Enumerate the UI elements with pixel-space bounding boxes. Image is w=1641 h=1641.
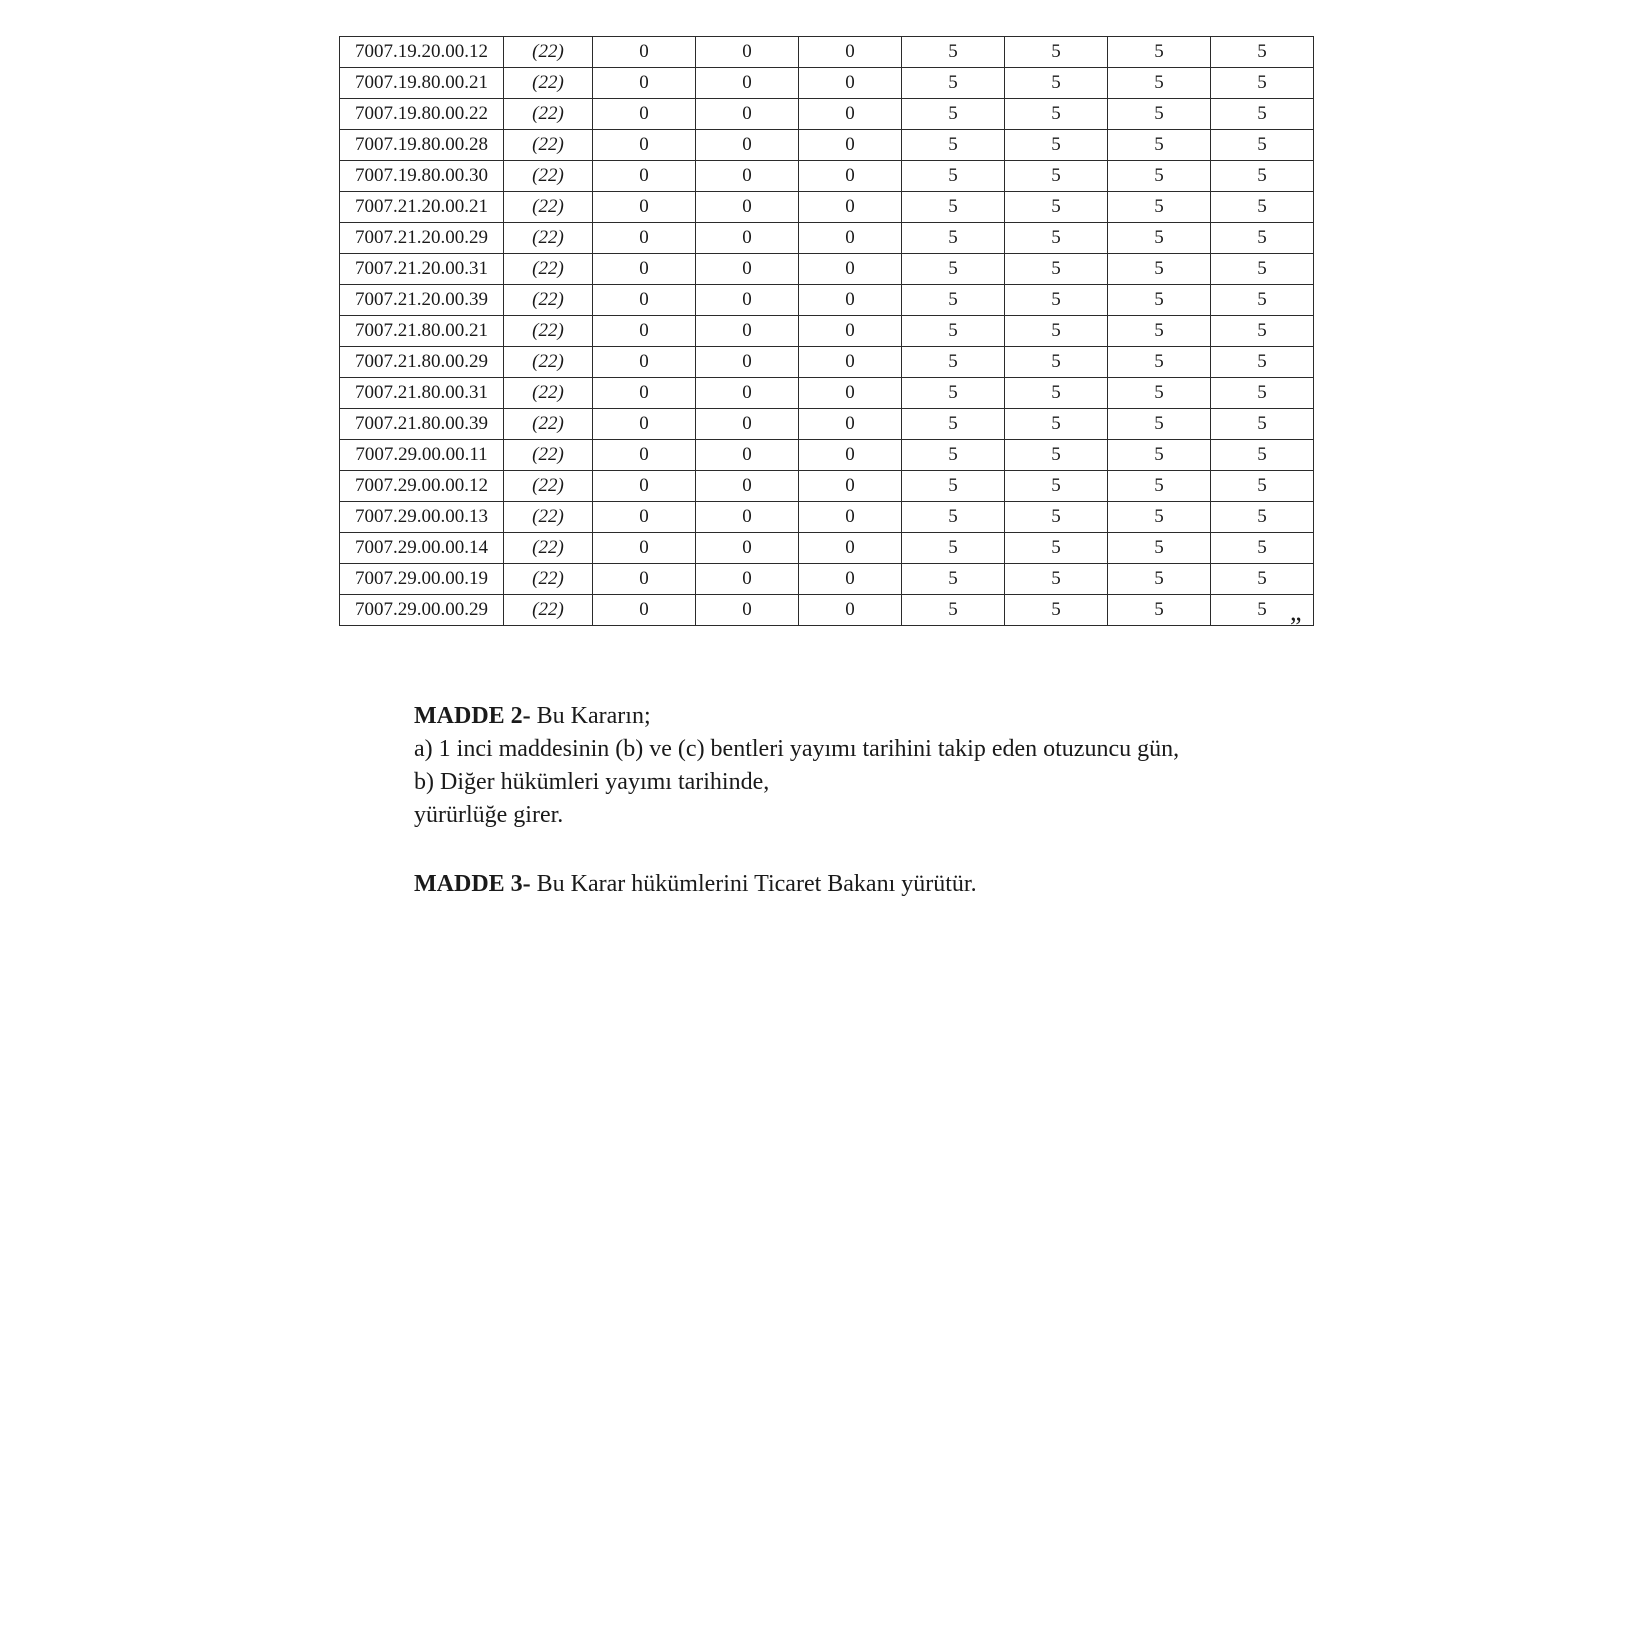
cell-note: (22) (504, 347, 593, 378)
cell-tariff-code: 7007.29.00.00.13 (340, 502, 504, 533)
cell-rate-6: 5 (1108, 471, 1211, 502)
closing-quote-mark: ” (1290, 612, 1303, 641)
cell-rate-1: 0 (593, 130, 696, 161)
cell-note: (22) (504, 192, 593, 223)
cell-rate-7: 5 (1211, 316, 1314, 347)
cell-rate-4: 5 (902, 533, 1005, 564)
cell-rate-4: 5 (902, 378, 1005, 409)
cell-rate-3: 0 (799, 502, 902, 533)
cell-rate-2: 0 (696, 502, 799, 533)
cell-rate-1: 0 (593, 471, 696, 502)
article-2-line-b: b) Diğer hükümleri yayımı tarihinde, (414, 769, 770, 795)
cell-rate-1: 0 (593, 37, 696, 68)
cell-rate-3: 0 (799, 316, 902, 347)
cell-rate-2: 0 (696, 192, 799, 223)
cell-rate-2: 0 (696, 254, 799, 285)
cell-rate-2: 0 (696, 99, 799, 130)
cell-rate-7: 5 (1211, 285, 1314, 316)
cell-rate-3: 0 (799, 192, 902, 223)
cell-rate-3: 0 (799, 533, 902, 564)
cell-tariff-code: 7007.19.80.00.22 (340, 99, 504, 130)
cell-rate-7: 5 (1211, 161, 1314, 192)
cell-rate-1: 0 (593, 285, 696, 316)
table-row (340, 347, 1314, 378)
cell-rate-6: 5 (1108, 347, 1211, 378)
cell-note: (22) (504, 471, 593, 502)
cell-rate-3: 0 (799, 347, 902, 378)
article-3-heading-line (414, 868, 1314, 901)
table-row (340, 68, 1314, 99)
cell-rate-6: 5 (1108, 285, 1211, 316)
table-row (340, 223, 1314, 254)
cell-rate-6: 5 (1108, 223, 1211, 254)
cell-tariff-code: 7007.21.20.00.29 (340, 223, 504, 254)
cell-note: (22) (504, 440, 593, 471)
cell-rate-7: 5 (1211, 347, 1314, 378)
cell-rate-4: 5 (902, 409, 1005, 440)
cell-tariff-code: 7007.19.80.00.28 (340, 130, 504, 161)
cell-rate-1: 0 (593, 192, 696, 223)
cell-rate-5: 5 (1005, 409, 1108, 440)
cell-note: (22) (504, 564, 593, 595)
cell-tariff-code: 7007.29.00.00.12 (340, 471, 504, 502)
cell-rate-6: 5 (1108, 130, 1211, 161)
article-2-line-c: yürürlüğe girer. (414, 802, 564, 828)
cell-rate-6: 5 (1108, 254, 1211, 285)
table-row (340, 254, 1314, 285)
cell-rate-4: 5 (902, 37, 1005, 68)
cell-rate-4: 5 (902, 130, 1005, 161)
cell-rate-6: 5 (1108, 440, 1211, 471)
cell-rate-3: 0 (799, 223, 902, 254)
cell-tariff-code: 7007.21.20.00.21 (340, 192, 504, 223)
cell-rate-2: 0 (696, 409, 799, 440)
table-row (340, 37, 1314, 68)
cell-note: (22) (504, 409, 593, 440)
cell-rate-4: 5 (902, 223, 1005, 254)
cell-rate-5: 5 (1005, 130, 1108, 161)
cell-rate-4: 5 (902, 502, 1005, 533)
cell-tariff-code: 7007.29.00.00.29 (340, 595, 504, 626)
cell-rate-6: 5 (1108, 564, 1211, 595)
cell-rate-7: 5 (1211, 68, 1314, 99)
cell-rate-1: 0 (593, 316, 696, 347)
cell-rate-5: 5 (1005, 223, 1108, 254)
cell-rate-5: 5 (1005, 533, 1108, 564)
cell-rate-2: 0 (696, 130, 799, 161)
article-2-lead: MADDE 2- (414, 703, 531, 729)
cell-rate-2: 0 (696, 595, 799, 626)
cell-rate-4: 5 (902, 254, 1005, 285)
table-row (340, 409, 1314, 440)
cell-note: (22) (504, 161, 593, 192)
article-madde-3 (414, 868, 1314, 901)
cell-rate-5: 5 (1005, 378, 1108, 409)
cell-rate-5: 5 (1005, 68, 1108, 99)
cell-rate-2: 0 (696, 347, 799, 378)
cell-rate-3: 0 (799, 68, 902, 99)
cell-rate-1: 0 (593, 254, 696, 285)
cell-rate-2: 0 (696, 161, 799, 192)
cell-rate-3: 0 (799, 37, 902, 68)
cell-rate-1: 0 (593, 502, 696, 533)
tariff-table-body (340, 37, 1314, 626)
cell-rate-1: 0 (593, 68, 696, 99)
cell-rate-6: 5 (1108, 502, 1211, 533)
cell-rate-6: 5 (1108, 409, 1211, 440)
cell-rate-4: 5 (902, 161, 1005, 192)
table-row (340, 440, 1314, 471)
cell-rate-6: 5 (1108, 68, 1211, 99)
cell-rate-5: 5 (1005, 564, 1108, 595)
cell-rate-2: 0 (696, 316, 799, 347)
cell-rate-7: 5 (1211, 378, 1314, 409)
table-row (340, 595, 1314, 626)
cell-rate-1: 0 (593, 533, 696, 564)
tariff-table (339, 36, 1314, 626)
cell-rate-6: 5 (1108, 37, 1211, 68)
cell-tariff-code: 7007.21.80.00.29 (340, 347, 504, 378)
cell-rate-3: 0 (799, 130, 902, 161)
cell-rate-5: 5 (1005, 471, 1108, 502)
cell-rate-1: 0 (593, 99, 696, 130)
cell-rate-2: 0 (696, 533, 799, 564)
table-row (340, 471, 1314, 502)
cell-rate-7: 5 (1211, 502, 1314, 533)
cell-rate-6: 5 (1108, 378, 1211, 409)
cell-rate-1: 0 (593, 223, 696, 254)
article-2-line-a: a) 1 inci maddesinin (b) ve (c) bentleri yayımı tarihini takip eden otuzuncu gün, (414, 736, 1180, 762)
cell-rate-2: 0 (696, 378, 799, 409)
article-3-lead: MADDE 3- (414, 871, 531, 897)
cell-rate-7: 5 (1211, 130, 1314, 161)
cell-rate-5: 5 (1005, 502, 1108, 533)
cell-tariff-code: 7007.21.20.00.39 (340, 285, 504, 316)
cell-rate-4: 5 (902, 347, 1005, 378)
cell-rate-3: 0 (799, 595, 902, 626)
table-row (340, 130, 1314, 161)
cell-rate-4: 5 (902, 285, 1005, 316)
cell-rate-6: 5 (1108, 533, 1211, 564)
cell-rate-1: 0 (593, 347, 696, 378)
cell-rate-4: 5 (902, 440, 1005, 471)
cell-note: (22) (504, 130, 593, 161)
cell-rate-2: 0 (696, 564, 799, 595)
cell-rate-2: 0 (696, 440, 799, 471)
cell-rate-5: 5 (1005, 254, 1108, 285)
cell-rate-4: 5 (902, 192, 1005, 223)
cell-rate-3: 0 (799, 285, 902, 316)
table-row (340, 533, 1314, 564)
cell-tariff-code: 7007.21.80.00.31 (340, 378, 504, 409)
cell-rate-3: 0 (799, 378, 902, 409)
cell-rate-5: 5 (1005, 316, 1108, 347)
table-row (340, 285, 1314, 316)
cell-rate-2: 0 (696, 37, 799, 68)
cell-tariff-code: 7007.29.00.00.11 (340, 440, 504, 471)
cell-rate-2: 0 (696, 471, 799, 502)
cell-rate-1: 0 (593, 161, 696, 192)
cell-rate-1: 0 (593, 378, 696, 409)
cell-rate-6: 5 (1108, 192, 1211, 223)
tariff-table-container (339, 36, 1302, 626)
table-row (340, 316, 1314, 347)
cell-rate-3: 0 (799, 564, 902, 595)
cell-note: (22) (504, 99, 593, 130)
cell-rate-7: 5 (1211, 564, 1314, 595)
cell-rate-6: 5 (1108, 161, 1211, 192)
table-row (340, 99, 1314, 130)
cell-rate-6: 5 (1108, 595, 1211, 626)
cell-rate-2: 0 (696, 223, 799, 254)
article-2-intro: Bu Kararın; (530, 703, 651, 729)
cell-rate-4: 5 (902, 564, 1005, 595)
cell-rate-7: 5 (1211, 192, 1314, 223)
cell-note: (22) (504, 254, 593, 285)
cell-rate-3: 0 (799, 99, 902, 130)
cell-rate-3: 0 (799, 471, 902, 502)
cell-rate-2: 0 (696, 68, 799, 99)
cell-rate-5: 5 (1005, 99, 1108, 130)
cell-note: (22) (504, 37, 593, 68)
cell-rate-5: 5 (1005, 192, 1108, 223)
cell-rate-5: 5 (1005, 161, 1108, 192)
cell-rate-5: 5 (1005, 285, 1108, 316)
cell-note: (22) (504, 595, 593, 626)
cell-rate-3: 0 (799, 161, 902, 192)
cell-note: (22) (504, 285, 593, 316)
article-2-heading-line (414, 700, 1314, 733)
cell-rate-7: 5 (1211, 99, 1314, 130)
article-3-intro: Bu Karar hükümlerini Ticaret Bakanı yürütür. (530, 871, 977, 897)
cell-rate-3: 0 (799, 440, 902, 471)
cell-tariff-code: 7007.21.20.00.31 (340, 254, 504, 285)
cell-rate-4: 5 (902, 471, 1005, 502)
cell-rate-5: 5 (1005, 347, 1108, 378)
cell-rate-7: 5 (1211, 37, 1314, 68)
cell-note: (22) (504, 223, 593, 254)
cell-rate-7: 5 (1211, 254, 1314, 285)
cell-rate-3: 0 (799, 409, 902, 440)
cell-rate-3: 0 (799, 254, 902, 285)
cell-rate-7: 5 (1211, 409, 1314, 440)
cell-rate-1: 0 (593, 564, 696, 595)
cell-rate-4: 5 (902, 316, 1005, 347)
table-row (340, 161, 1314, 192)
cell-note: (22) (504, 68, 593, 99)
article-madde-2 (414, 700, 1314, 832)
table-row (340, 502, 1314, 533)
cell-rate-6: 5 (1108, 99, 1211, 130)
articles-text (414, 700, 1314, 901)
cell-tariff-code: 7007.29.00.00.19 (340, 564, 504, 595)
cell-tariff-code: 7007.21.80.00.21 (340, 316, 504, 347)
cell-rate-2: 0 (696, 285, 799, 316)
table-row (340, 192, 1314, 223)
table-row (340, 378, 1314, 409)
cell-tariff-code: 7007.19.80.00.30 (340, 161, 504, 192)
cell-tariff-code: 7007.19.20.00.12 (340, 37, 504, 68)
cell-note: (22) (504, 378, 593, 409)
cell-rate-4: 5 (902, 99, 1005, 130)
cell-rate-4: 5 (902, 595, 1005, 626)
cell-rate-5: 5 (1005, 595, 1108, 626)
cell-rate-7: 5 (1211, 595, 1314, 626)
table-row (340, 564, 1314, 595)
cell-tariff-code: 7007.19.80.00.21 (340, 68, 504, 99)
cell-tariff-code: 7007.21.80.00.39 (340, 409, 504, 440)
cell-rate-7: 5 (1211, 471, 1314, 502)
cell-rate-1: 0 (593, 440, 696, 471)
cell-rate-7: 5 (1211, 533, 1314, 564)
cell-rate-1: 0 (593, 595, 696, 626)
cell-rate-7: 5 (1211, 440, 1314, 471)
cell-rate-4: 5 (902, 68, 1005, 99)
cell-rate-5: 5 (1005, 440, 1108, 471)
cell-rate-1: 0 (593, 409, 696, 440)
cell-tariff-code: 7007.29.00.00.14 (340, 533, 504, 564)
cell-note: (22) (504, 502, 593, 533)
cell-rate-5: 5 (1005, 37, 1108, 68)
cell-rate-6: 5 (1108, 316, 1211, 347)
cell-note: (22) (504, 316, 593, 347)
cell-rate-7: 5 (1211, 223, 1314, 254)
cell-note: (22) (504, 533, 593, 564)
